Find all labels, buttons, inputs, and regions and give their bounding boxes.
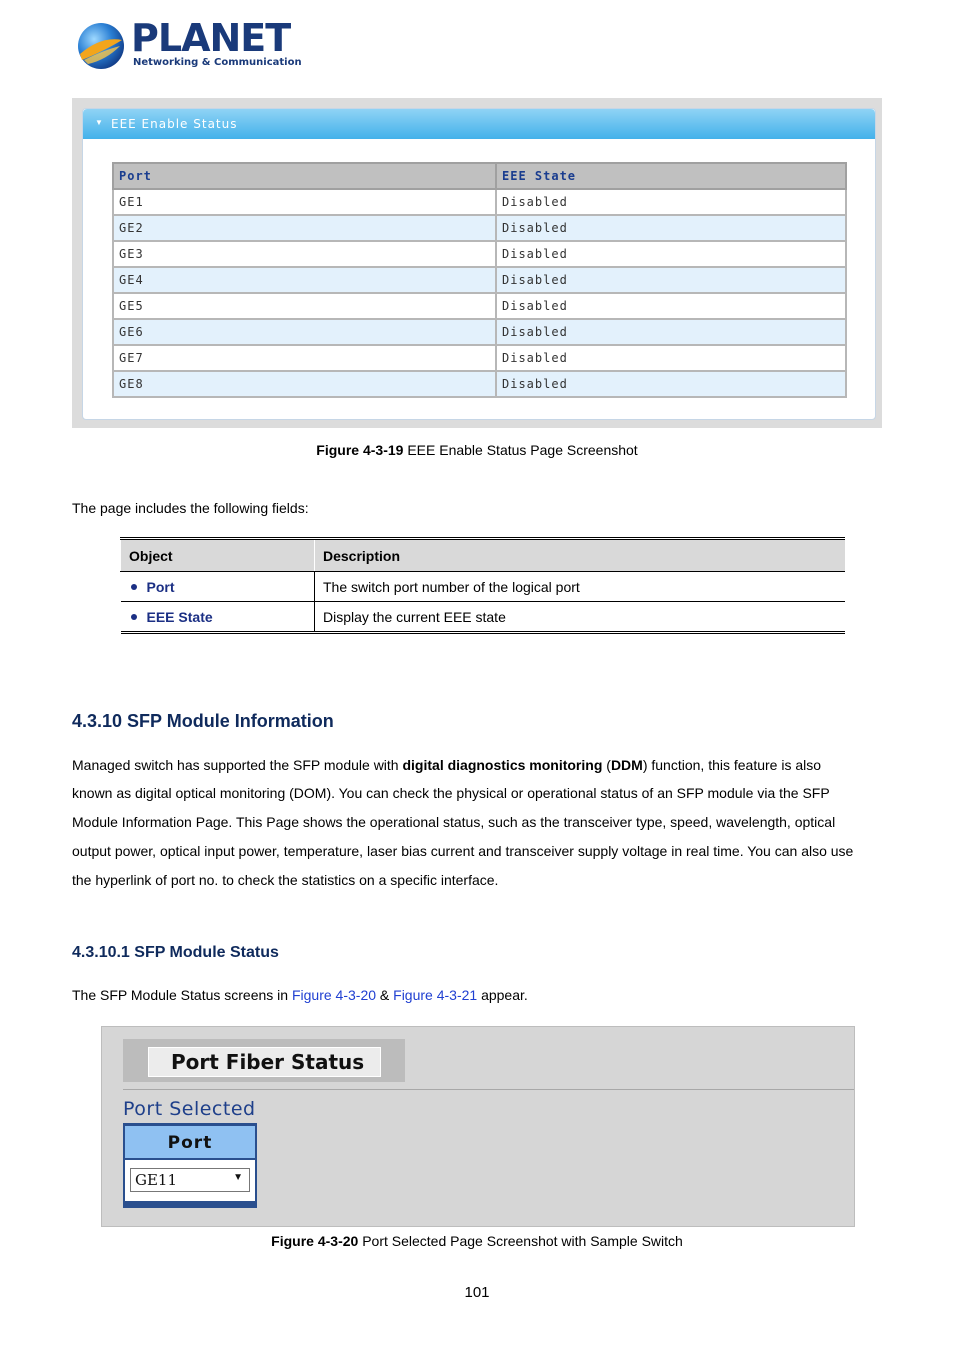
bold-term: DDM (610, 757, 643, 773)
section-paragraph-line-4: output power, optical input power, temperature, laser bias current and transceiver supply voltage in real time. You can also use (72, 843, 854, 859)
table-header-row (121, 539, 846, 572)
planet-logo (76, 16, 302, 74)
port-cell: GE7 (113, 345, 496, 371)
state-cell: Disabled (496, 189, 846, 215)
eee-status-table (112, 162, 847, 398)
state-cell: Disabled (496, 215, 846, 241)
table-row (113, 267, 846, 293)
panel-title: EEE Enable Status (111, 117, 238, 131)
table-row (113, 241, 846, 267)
port-cell: GE2 (113, 215, 496, 241)
object-cell (121, 602, 315, 633)
port-cell: GE8 (113, 371, 496, 397)
column-header-eee-state: EEE State (496, 163, 846, 189)
object-label: EEE State (146, 608, 213, 625)
eee-status-screenshot (72, 98, 882, 428)
state-cell: Disabled (496, 371, 846, 397)
description-cell: Display the current EEE state (315, 602, 846, 633)
text-run: & (376, 987, 394, 1003)
bullet-icon (131, 614, 137, 620)
state-cell: Disabled (496, 241, 846, 267)
divider (123, 1089, 854, 1090)
object-cell (121, 572, 315, 602)
panel-header[interactable] (83, 109, 875, 139)
port-cell: GE1 (113, 189, 496, 215)
text-run: appear. (477, 987, 528, 1003)
port-selected-heading: Port Selected (123, 1098, 256, 1120)
port-cell: GE6 (113, 319, 496, 345)
state-cell: Disabled (496, 319, 846, 345)
text-run: The SFP Module Status screens in (72, 987, 292, 1003)
page-number: 101 (464, 1284, 490, 1301)
text-run: ) function, this feature is also (642, 757, 822, 773)
object-label: Port (146, 578, 175, 595)
intro-text: The page includes the following fields: (72, 500, 309, 516)
eee-status-panel (82, 108, 876, 420)
port-header (125, 1126, 255, 1158)
section-paragraph-line-2: known as digital optical monitoring (DOM). You can check the physical or operational status of an SFP module via the SFP (72, 785, 830, 801)
port-select-value: GE11 (135, 1171, 178, 1189)
bold-term: digital diagnostics monitoring (402, 757, 603, 773)
state-cell: Disabled (496, 345, 846, 371)
figure-caption-1 (0, 442, 954, 458)
table-row (121, 602, 846, 633)
column-header-port: Port (113, 163, 496, 189)
caption-text: Port Selected Page Screenshot with Sample Switch (358, 1233, 683, 1249)
figure-link-4-3-21[interactable]: Figure 4-3-21 (393, 987, 478, 1003)
table-row (113, 319, 846, 345)
column-header-object: Object (121, 539, 315, 572)
table-row (121, 572, 846, 602)
table-row (113, 293, 846, 319)
table-row (113, 215, 846, 241)
globe-icon (76, 20, 126, 72)
section-paragraph-line-5: the hyperlink of port no. to check the statistics on a specific interface. (72, 872, 499, 888)
chevron-down-icon[interactable]: ▼ (95, 118, 103, 127)
caption-label: Figure 4-3-19 (316, 442, 404, 458)
subsection-heading: 4.3.10.1 SFP Module Status (72, 944, 279, 961)
logo-wordmark: PLANET (131, 16, 291, 60)
port-cell: GE5 (113, 293, 496, 319)
dropdown-arrow-icon[interactable]: ▼ (233, 1172, 243, 1183)
port-cell: GE3 (113, 241, 496, 267)
port-header-label: Port (167, 1133, 213, 1153)
state-cell: Disabled (496, 293, 846, 319)
state-cell: Disabled (496, 267, 846, 293)
section-paragraph-line-3: Module Information Page. This Page shows the operational status, such as the transceiver type, speed, wavelength, optical (72, 814, 836, 830)
caption-label: Figure 4-3-20 (271, 1233, 359, 1249)
figure-caption-2 (0, 1233, 954, 1249)
figure-link-4-3-20[interactable]: Figure 4-3-20 (291, 987, 377, 1003)
column-header-description: Description (315, 539, 846, 572)
section-paragraph-line-1 (72, 757, 821, 773)
page-title: Port Fiber Status (171, 1050, 365, 1074)
table-row (113, 189, 846, 215)
subsection-paragraph (72, 987, 528, 1003)
port-select[interactable] (130, 1168, 250, 1192)
table-row (113, 345, 846, 371)
table-header-row (113, 163, 846, 189)
title-bar (123, 1039, 405, 1082)
port-body (125, 1160, 255, 1201)
section-heading: 4.3.10 SFP Module Information (72, 711, 334, 731)
fields-table (120, 537, 845, 634)
port-fiber-status-screenshot (101, 1026, 855, 1227)
text-run: ( (602, 757, 611, 773)
port-select-box (123, 1123, 257, 1208)
text-run: Managed switch has supported the SFP module with (72, 757, 403, 773)
description-cell: The switch port number of the logical port (315, 572, 846, 602)
table-row (113, 371, 846, 397)
port-cell: GE4 (113, 267, 496, 293)
bullet-icon (131, 584, 137, 590)
title-box (148, 1047, 381, 1077)
logo-tagline: Networking & Communication (133, 57, 302, 68)
caption-text: EEE Enable Status Page Screenshot (403, 442, 638, 458)
